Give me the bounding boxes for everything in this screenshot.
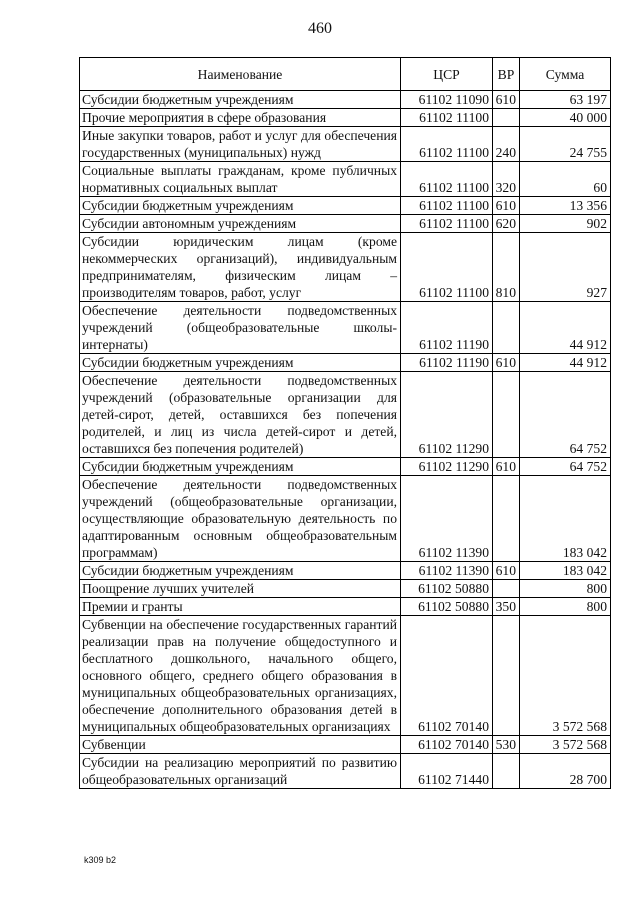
cell-name: Прочие мероприятия в сфере образования	[80, 109, 401, 127]
cell-name: Обеспечение деятельности подведомственных учреждений (общеобразовательные организации, осуществляющие образовательную деятельность по адаптированным основным общеобразовательным программам)	[80, 476, 401, 562]
cell-vr	[493, 616, 520, 736]
cell-sum: 13 356	[520, 197, 611, 215]
cell-name: Премии и гранты	[80, 598, 401, 616]
cell-name: Субсидии бюджетным учреждениям	[80, 562, 401, 580]
table-row	[80, 354, 611, 372]
cell-csr: 61102 71440	[401, 754, 493, 789]
cell-vr: 610	[493, 562, 520, 580]
cell-sum: 60	[520, 162, 611, 197]
cell-sum: 64 752	[520, 372, 611, 458]
table-row	[80, 736, 611, 754]
table-row	[80, 562, 611, 580]
cell-vr	[493, 372, 520, 458]
cell-vr: 610	[493, 458, 520, 476]
cell-csr: 61102 11100	[401, 109, 493, 127]
table-row	[80, 616, 611, 736]
cell-name: Субсидии автономным учреждениям	[80, 215, 401, 233]
cell-name: Обеспечение деятельности подведомственных учреждений (общеобразовательные школы-интернаты)	[80, 302, 401, 354]
cell-csr: 61102 70140	[401, 736, 493, 754]
cell-sum: 64 752	[520, 458, 611, 476]
cell-name: Субсидии бюджетным учреждениям	[80, 197, 401, 215]
cell-name: Субвенции на обеспечение государственных гарантий реализации прав на получение общедоступного и бесплатного дошкольного, начального общего, основного общего, среднего общего образования в муниципальных общеобразовательных организациях, обеспечение дополнительного образования детей в муниципальных общеобразовательных организациях	[80, 616, 401, 736]
cell-name: Обеспечение деятельности подведомственных учреждений (образовательные организации для детей-сирот, детей, оставшихся без попечения родителей, и лиц из числа детей-сирот и детей, оставшихся без попечения родителей)	[80, 372, 401, 458]
header-csr: ЦСР	[401, 58, 493, 91]
cell-name: Социальные выплаты гражданам, кроме публичных нормативных социальных выплат	[80, 162, 401, 197]
table-row	[80, 458, 611, 476]
cell-vr: 610	[493, 91, 520, 109]
cell-vr	[493, 302, 520, 354]
cell-sum: 800	[520, 598, 611, 616]
table-row	[80, 233, 611, 302]
cell-vr	[493, 476, 520, 562]
cell-sum: 3 572 568	[520, 616, 611, 736]
cell-csr: 61102 11190	[401, 302, 493, 354]
cell-csr: 61102 11100	[401, 233, 493, 302]
cell-csr: 61102 70140	[401, 616, 493, 736]
cell-name: Субсидии бюджетным учреждениям	[80, 458, 401, 476]
cell-csr: 61102 11100	[401, 162, 493, 197]
cell-vr: 240	[493, 127, 520, 162]
cell-csr: 61102 11100	[401, 215, 493, 233]
cell-name: Иные закупки товаров, работ и услуг для обеспечения государственных (муниципальных) нужд	[80, 127, 401, 162]
cell-csr: 61102 50880	[401, 598, 493, 616]
cell-vr	[493, 580, 520, 598]
cell-sum: 3 572 568	[520, 736, 611, 754]
cell-csr: 61102 11290	[401, 372, 493, 458]
cell-name: Субсидии бюджетным учреждениям	[80, 91, 401, 109]
footer-code: k309 b2	[84, 855, 117, 865]
cell-sum: 24 755	[520, 127, 611, 162]
table-row	[80, 91, 611, 109]
table-row	[80, 215, 611, 233]
cell-vr: 810	[493, 233, 520, 302]
cell-csr: 61102 11190	[401, 354, 493, 372]
cell-sum: 183 042	[520, 476, 611, 562]
cell-vr	[493, 109, 520, 127]
table-row	[80, 598, 611, 616]
header-sum: Сумма	[520, 58, 611, 91]
header-vr: ВР	[493, 58, 520, 91]
cell-sum: 44 912	[520, 354, 611, 372]
cell-vr	[493, 754, 520, 789]
table-row	[80, 302, 611, 354]
cell-csr: 61102 11390	[401, 476, 493, 562]
table-row	[80, 162, 611, 197]
cell-sum: 28 700	[520, 754, 611, 789]
cell-sum: 183 042	[520, 562, 611, 580]
table-header-row	[80, 58, 611, 91]
cell-sum: 927	[520, 233, 611, 302]
cell-sum: 40 000	[520, 109, 611, 127]
cell-csr: 61102 11390	[401, 562, 493, 580]
cell-name: Субсидии бюджетным учреждениям	[80, 354, 401, 372]
cell-sum: 44 912	[520, 302, 611, 354]
cell-csr: 61102 11290	[401, 458, 493, 476]
cell-name: Субсидии юридическим лицам (кроме некоммерческих организаций), индивидуальным предпринимателям, физическим лицам – производителям товаров, работ, услуг	[80, 233, 401, 302]
table-row	[80, 197, 611, 215]
cell-vr: 610	[493, 197, 520, 215]
table-row	[80, 127, 611, 162]
cell-csr: 61102 11100	[401, 127, 493, 162]
cell-csr: 61102 11090	[401, 91, 493, 109]
cell-name: Субсидии на реализацию мероприятий по развитию общеобразовательных организаций	[80, 754, 401, 789]
cell-name: Субвенции	[80, 736, 401, 754]
cell-csr: 61102 11100	[401, 197, 493, 215]
cell-sum: 800	[520, 580, 611, 598]
cell-sum: 902	[520, 215, 611, 233]
cell-vr: 350	[493, 598, 520, 616]
table-row	[80, 372, 611, 458]
table-row	[80, 109, 611, 127]
cell-sum: 63 197	[520, 91, 611, 109]
table-row	[80, 754, 611, 789]
cell-vr: 530	[493, 736, 520, 754]
cell-vr: 620	[493, 215, 520, 233]
page-number: 460	[308, 20, 332, 37]
cell-csr: 61102 50880	[401, 580, 493, 598]
table-row	[80, 476, 611, 562]
table-row	[80, 580, 611, 598]
cell-name: Поощрение лучших учителей	[80, 580, 401, 598]
budget-table	[79, 57, 611, 789]
cell-vr: 610	[493, 354, 520, 372]
header-name: Наименование	[80, 58, 401, 91]
cell-vr: 320	[493, 162, 520, 197]
